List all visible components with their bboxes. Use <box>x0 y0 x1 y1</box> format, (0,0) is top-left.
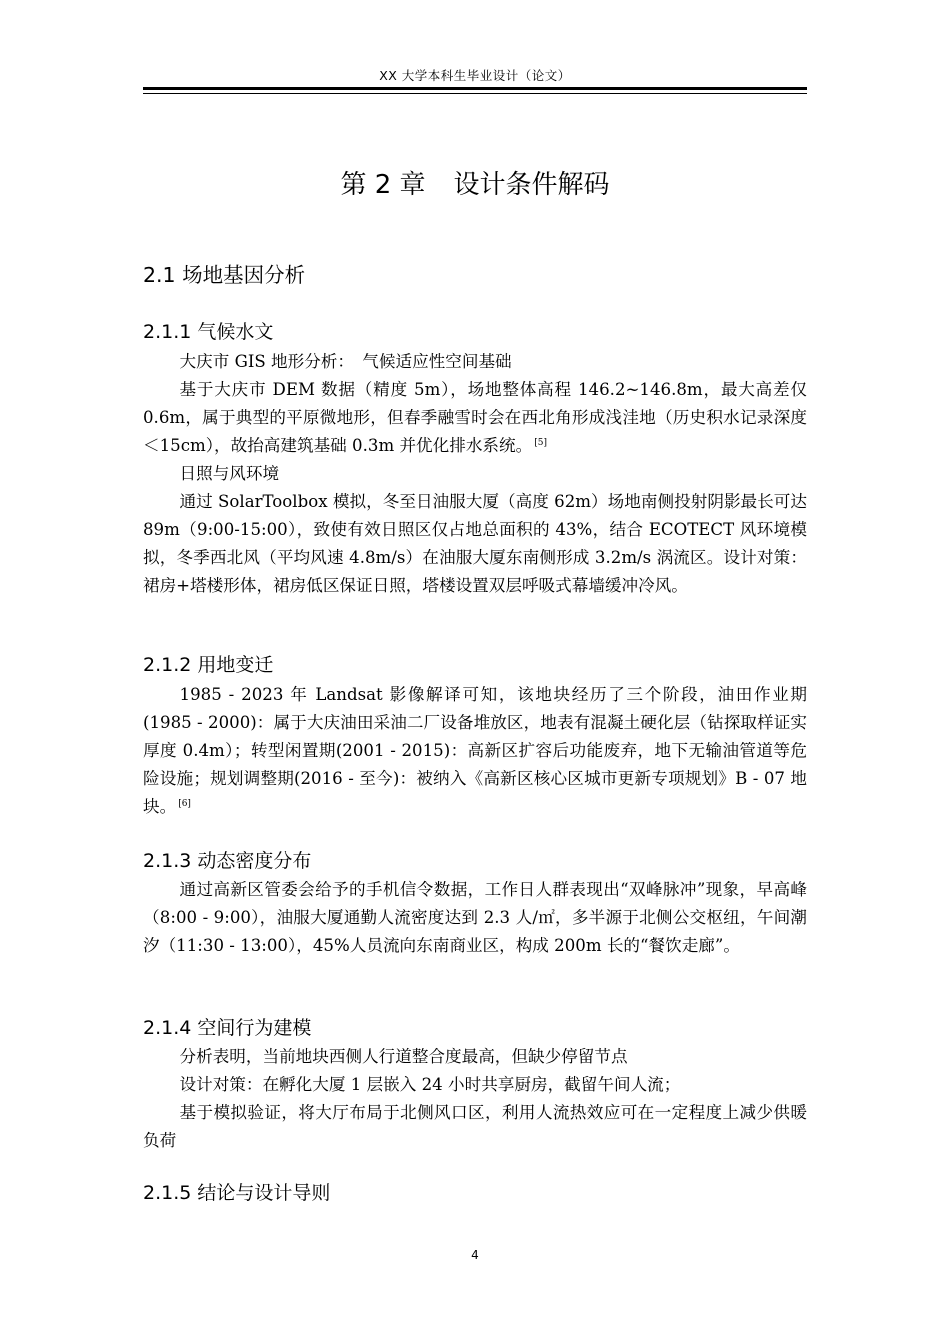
chapter-title <box>143 164 807 201</box>
subsection-heading-2-1-3: 2.1.3 动态密度分布 <box>143 850 312 872</box>
header-rule-thick <box>143 87 807 90</box>
section-heading-2-1: 2.1 场地基因分析 <box>143 263 306 287</box>
paragraph-text: 1985 - 2023 年 Landsat 影像解译可知，该地块经历了三个阶段，油田作业期 (1985 - 2000)：属于大庆油田采油二厂设备堆放区，地表有混凝土硬化层（钻探取样证实厚度 0.4m）；转型闲置期(2001 - 2015)：高新区扩容后功能废弃，地下无输油管道等危险设施；规划调整期(2016 - 至今)：被纳入《高新区核心区城市更新专项规划》B - 07 地块。 <box>143 685 807 816</box>
chapter-name: 设计条件解码 <box>453 170 610 200</box>
subsection-heading-2-1-4: 2.1.4 空间行为建模 <box>143 1017 312 1039</box>
paragraph <box>143 376 807 460</box>
chapter-number: 第 2 章 <box>340 170 426 200</box>
paragraph: 通过高新区管委会给予的手机信令数据，工作日人群表现出“双峰脉冲”现象，早高峰（8:00 - 9:00），油服大厦通勤人流密度达到 2.3 人/㎡，多半源于北侧公交枢纽，午间潮汐（11:30 - 13:00），45%人员流向东南商业区，构成 200m 长的“餐饮走廊”。 <box>143 880 807 955</box>
paragraph: 分析表明，当前地块西侧人行道整合度最高，但缺少停留节点 <box>179 1047 628 1066</box>
citation-ref: [5] <box>534 438 547 448</box>
paragraph: 设计对策：在孵化大厦 1 层嵌入 24 小时共享厨房，截留午间人流； <box>179 1075 681 1094</box>
header-rule-thin <box>143 93 807 94</box>
paragraph: 日照与风环境 <box>179 464 280 483</box>
subsection-heading-2-1-2: 2.1.2 用地变迁 <box>143 654 274 676</box>
running-header: XX 大学本科生毕业设计（论文） <box>379 68 571 83</box>
subsection-heading-2-1-1: 2.1.1 气候水文 <box>143 321 274 343</box>
citation-ref: [6] <box>178 799 191 809</box>
paragraph-text: 基于大庆市 DEM 数据（精度 5m），场地整体高程 146.2~146.8m，最大高差仅 0.6m，属于典型的平原微地形，但春季融雪时会在西北角形成浅洼地（历史积水记录深度＜15cm），故抬高建筑基础 0.3m 并优化排水系统。 <box>143 380 807 455</box>
paragraph: 大庆市 GIS 地形分析： 气候适应性空间基础 <box>179 352 512 371</box>
subsection-heading-2-1-5: 2.1.5 结论与设计导则 <box>143 1182 331 1204</box>
page-number: 4 <box>471 1248 479 1262</box>
paragraph: 通过 SolarToolbox 模拟，冬至日油服大厦（高度 62m）场地南侧投射阴影最长可达 89m（9:00-15:00），致使有效日照区仅占地总面积的 43%，结合 ECOTECT 风环境模拟，冬季西北风（平均风速 4.8m/s）在油服大厦东南侧形成 3.2m/s 涡流区。设计对策：裙房+塔楼形体，裙房低区保证日照，塔楼设置双层呼吸式幕墙缓冲冷风。 <box>143 492 807 595</box>
paragraph: 基于模拟验证，将大厅布局于北侧风口区，利用人流热效应可在一定程度上减少供暖负荷 <box>143 1103 807 1150</box>
paragraph <box>143 681 807 821</box>
